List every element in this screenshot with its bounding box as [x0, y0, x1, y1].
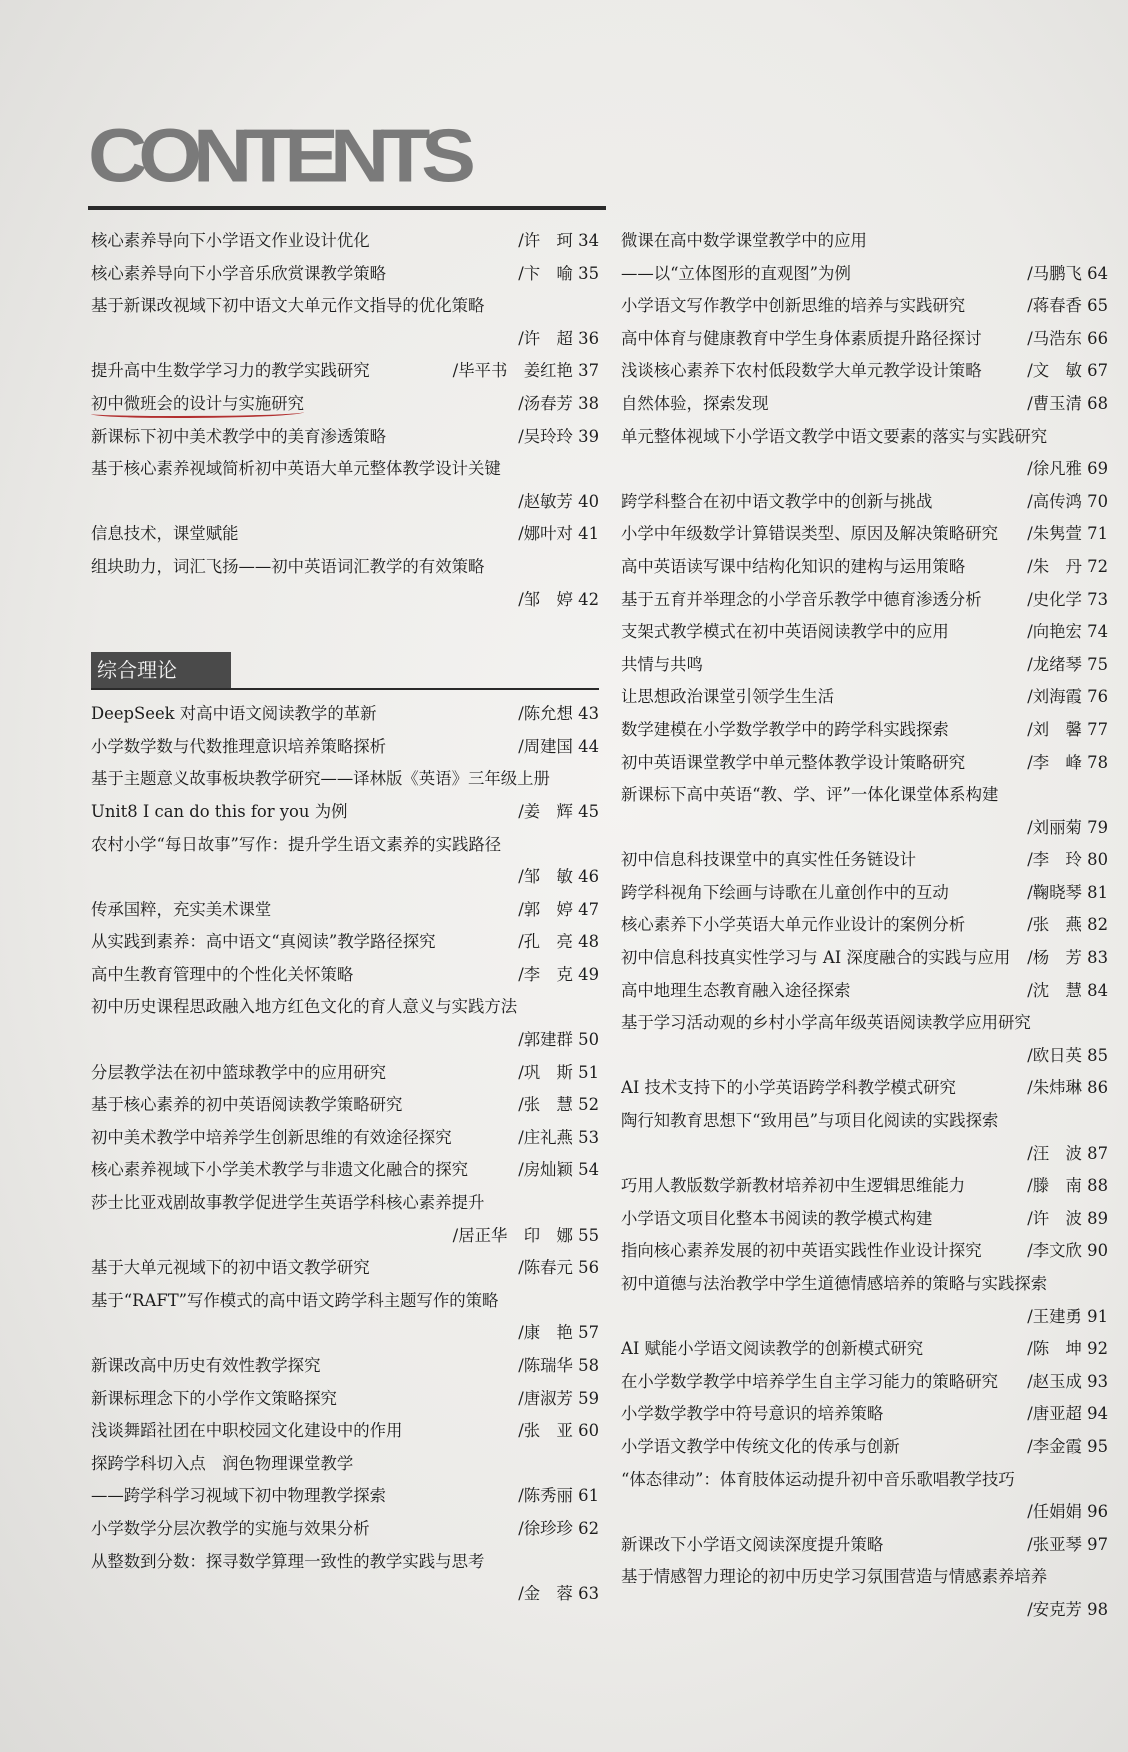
toc-entry	[621, 1007, 1108, 1072]
toc-entry	[621, 518, 1108, 551]
entry-author-page: /滕 南 88	[1027, 1176, 1108, 1196]
entry-title: 基于新课改视域下初中语文大单元作文指导的优化策略	[91, 296, 485, 316]
entry-author-page: /毕平书 姜红艳 37	[452, 361, 599, 381]
toc-entry	[91, 894, 599, 927]
toc-entry	[621, 486, 1108, 519]
entry-row	[621, 714, 1108, 747]
entry-row	[621, 486, 1108, 519]
entry-title: 探跨学科切入点 润色物理课堂教学	[91, 1453, 354, 1473]
entry-row	[621, 877, 1108, 910]
toc-entry	[621, 681, 1108, 714]
entry-author-page: /李文欣 90	[1027, 1241, 1108, 1261]
entry-author-page: /任娟娟 96	[1027, 1502, 1108, 1522]
entry-title: AI 技术支持下的小学英语跨学科教学模式研究	[621, 1078, 956, 1098]
toc-entry	[621, 1333, 1108, 1366]
entry-author-page: /邹 敏 46	[518, 867, 599, 887]
entry-row	[621, 1398, 1108, 1431]
entry-author-page: /高传鸿 70	[1027, 491, 1108, 511]
toc-entry	[621, 584, 1108, 617]
entry-title: 初中信息科技课堂中的真实性任务链设计	[621, 850, 917, 870]
toc-entry	[621, 714, 1108, 747]
entry-author-page: /徐珍珍 62	[518, 1518, 599, 1538]
entry-author-page: /庄礼燕 53	[518, 1127, 599, 1147]
entry-author-page: /史化学 73	[1027, 589, 1108, 609]
entry-author-page: /李 峰 78	[1027, 752, 1108, 772]
entry-row	[621, 584, 1108, 617]
entry-title: 核心素养下小学英语大单元作业设计的案例分析	[621, 915, 966, 935]
toc-entry	[621, 942, 1108, 975]
entry-author-page: /欧日英 85	[1027, 1045, 1108, 1065]
entry-author-page: /张亚琴 97	[1027, 1534, 1108, 1554]
left-entries	[91, 225, 599, 616]
toc-entry	[621, 747, 1108, 780]
toc-entry	[621, 551, 1108, 584]
entry-title: 基于核心素养的初中英语阅读教学策略研究	[91, 1095, 403, 1115]
entry-author-page: /马浩东 66	[1027, 328, 1108, 348]
toc-entry	[621, 1431, 1108, 1464]
entry-author-page: /许 珂 34	[518, 231, 599, 250]
entry-row	[91, 388, 599, 421]
entry-title: 小学数学数与代数推理意识培养策略探析	[91, 736, 387, 756]
title-rule	[88, 206, 606, 210]
entry-row	[621, 616, 1108, 649]
entry-title: 新课标下高中英语“教、学、评”一体化课堂体系构建	[621, 785, 999, 805]
entry-title: 基于学习活动观的乡村小学高年级英语阅读教学应用研究	[621, 1013, 1031, 1033]
entry-row	[621, 747, 1108, 780]
toc-entry	[91, 1154, 599, 1187]
toc-entry	[91, 959, 599, 992]
entry-row	[621, 290, 1108, 323]
entry-title: 核心素养导向下小学语文作业设计优化	[91, 231, 370, 250]
toc-entry	[91, 698, 599, 731]
toc-entry	[621, 290, 1108, 323]
toc-entry	[621, 1398, 1108, 1431]
entry-title: 小学数学分层次教学的实施与效果分析	[91, 1518, 370, 1538]
entry-author-page: /刘丽菊 79	[1027, 817, 1108, 837]
entry-title: 初中英语课堂教学中单元整体教学设计策略研究	[621, 752, 966, 772]
entry-row	[91, 355, 599, 388]
toc-entry	[91, 421, 599, 454]
entry-row	[621, 909, 1108, 942]
entry-author-page: /许 超 36	[518, 328, 599, 348]
entry-row	[91, 1350, 599, 1383]
toc-entry	[91, 1546, 599, 1611]
right-entries	[621, 225, 1108, 1627]
entry-author-page: /唐亚超 94	[1027, 1404, 1108, 1424]
entry-author-page: /陈春元 56	[518, 1258, 599, 1278]
entry-row	[91, 258, 599, 291]
entry-author-page: /张 亚 60	[518, 1421, 599, 1441]
toc-entry	[621, 1105, 1108, 1170]
entry-row	[91, 1089, 599, 1122]
entry-title: AI 赋能小学语文阅读教学的创新模式研究	[621, 1339, 924, 1359]
contents-title: CONTENTS	[88, 114, 467, 199]
toc-entry	[91, 1383, 599, 1416]
toc-entry	[621, 877, 1108, 910]
entry-author-page: /陈 坤 92	[1027, 1339, 1108, 1359]
toc-entry	[91, 1057, 599, 1090]
entry-title: 高中地理生态教育融入途径探索	[621, 980, 851, 1000]
entry-row	[91, 698, 599, 731]
entry-title: 核心素养视域下小学美术教学与非遗文化融合的探究	[91, 1160, 468, 1180]
entry-author-page: /居正华 印 娜 55	[452, 1225, 599, 1245]
entry-title: 自然体验，探索发现	[621, 393, 769, 413]
toc-entry	[621, 1268, 1108, 1333]
toc-entry	[621, 1072, 1108, 1105]
entry-title: 初中道德与法治教学中学生道德情感培养的策略与实践探索	[621, 1274, 1048, 1293]
entry-author-page: /吴玲玲 39	[518, 426, 599, 446]
entry-author-page: /朱隽萱 71	[1027, 524, 1108, 544]
entry-row	[621, 649, 1108, 682]
entry-row	[621, 355, 1108, 388]
entry-author-page: /马鹏飞 64	[1027, 263, 1108, 283]
toc-entry	[621, 779, 1108, 844]
entry-title: 支架式教学模式在初中英语阅读教学中的应用	[621, 622, 949, 642]
toc-entry	[621, 355, 1108, 388]
entry-author-page: /金 蓉 63	[518, 1584, 599, 1604]
entry-author-page: /孔 亮 48	[518, 932, 599, 952]
toc-entry	[621, 1203, 1108, 1236]
entry-author-page: /陈瑞华 58	[518, 1356, 599, 1375]
entry-row	[621, 388, 1108, 421]
entry-title: 初中信息科技真实性学习与 AI 深度融合的实践与应用	[621, 948, 1011, 968]
entry-row	[91, 1122, 599, 1155]
toc-entry	[621, 323, 1108, 356]
entry-author-page: /安克芳 98	[1027, 1599, 1108, 1619]
toc-entry	[621, 1235, 1108, 1268]
entry-row	[621, 258, 1108, 291]
entry-author-page: /赵敏芳 40	[518, 491, 599, 511]
entry-row	[621, 844, 1108, 877]
section-gap	[91, 616, 599, 640]
entry-author-page: /张 慧 52	[518, 1095, 599, 1115]
entry-author-page: /蒋春香 65	[1027, 296, 1108, 316]
entry-row	[621, 975, 1108, 1008]
entry-subtitle: ——以“立体图形的直观图”为例	[621, 263, 851, 283]
entry-author-page: /卞 喻 35	[518, 263, 599, 283]
entry-author-page: /郭建群 50	[518, 1030, 599, 1050]
toc-entry	[621, 388, 1108, 421]
entry-author-page: /杨 芳 83	[1027, 948, 1108, 968]
entry-title: 新课改下小学语文阅读深度提升策略	[621, 1534, 884, 1554]
entry-title: 组块助力，词汇飞扬——初中英语词汇教学的有效策略	[91, 556, 485, 576]
entry-row	[621, 1203, 1108, 1236]
entry-row	[621, 518, 1108, 551]
entry-title: 小学语文项目化整本书阅读的教学模式构建	[621, 1208, 933, 1228]
entry-row	[621, 323, 1108, 356]
entry-author-page: /唐淑芳 59	[518, 1388, 599, 1408]
entry-title: 新课改高中历史有效性教学探究	[91, 1356, 321, 1375]
entry-author-page: /徐凡雅 69	[1027, 459, 1108, 479]
entry-title: 基于核心素养视域简析初中英语大单元整体教学设计关键	[91, 459, 501, 479]
entry-row	[621, 1235, 1108, 1268]
entry-title: 小学语文教学中传统文化的传承与创新	[621, 1436, 900, 1456]
toc-entry	[621, 1170, 1108, 1203]
entry-author-page: /刘 馨 77	[1027, 719, 1108, 739]
toc-entry	[621, 909, 1108, 942]
entry-author-page: /康 艳 57	[518, 1323, 599, 1343]
entry-row	[91, 518, 599, 551]
toc-entry	[621, 616, 1108, 649]
entry-title: 基于大单元视域下的初中语文教学研究	[91, 1258, 370, 1278]
entry-title: DeepSeek 对高中语文阅读教学的革新	[91, 704, 377, 724]
entry-title: 跨学科整合在初中语文教学中的创新与挑战	[621, 491, 933, 511]
entry-author-page: /刘海霞 76	[1027, 687, 1108, 707]
entry-title: 在小学数学教学中培养学生自主学习能力的策略研究	[621, 1371, 998, 1391]
entry-title: 单元整体视域下小学语文教学中语文要素的落实与实践研究	[621, 426, 1048, 446]
toc-entry	[91, 1448, 599, 1513]
entry-row	[621, 1072, 1108, 1105]
toc-entry	[91, 1350, 599, 1383]
entry-row	[91, 1154, 599, 1187]
entry-author-page: /赵玉成 93	[1027, 1371, 1108, 1391]
entry-author-page: /陈允想 43	[518, 704, 599, 724]
toc-entry	[91, 355, 599, 388]
entry-title: 提升高中生数学学习力的教学实践研究	[91, 361, 370, 381]
entry-subtitle: Unit8 I can do this for you 为例	[91, 801, 348, 821]
entry-title: 从实践到素养：高中语文“真阅读”教学路径探究	[91, 932, 436, 952]
entry-row	[91, 796, 599, 829]
entry-title: 基于“RAFT”写作模式的高中语文跨学科主题写作的策略	[91, 1290, 499, 1310]
entry-row	[621, 551, 1108, 584]
toc-entry	[91, 1187, 599, 1252]
entry-author-page: /郭 婷 47	[518, 899, 599, 919]
entry-title: 浅谈核心素养下农村低段数学大单元教学设计策略	[621, 361, 982, 381]
toc-entry	[91, 518, 599, 551]
entry-author-page: /娜叶对 41	[518, 524, 599, 544]
entry-author-page: /汪 波 87	[1027, 1143, 1108, 1163]
section-header	[91, 650, 599, 690]
entry-title: 高中体育与健康教育中学生身体素质提升路径探讨	[621, 328, 982, 348]
entry-author-page: /王建勇 91	[1027, 1306, 1108, 1326]
entry-row	[91, 1252, 599, 1285]
entry-row	[91, 421, 599, 454]
entry-title: 陶行知教育思想下“致用邑”与项目化阅读的实践探索	[621, 1111, 999, 1131]
entry-row	[91, 1415, 599, 1448]
entry-row	[91, 1383, 599, 1416]
entry-author-page: /曹玉清 68	[1027, 393, 1108, 413]
toc-entry	[621, 649, 1108, 682]
toc-entry	[91, 551, 599, 616]
entry-title: 共情与共鸣	[621, 654, 703, 674]
toc-entry	[91, 926, 599, 959]
entry-row	[91, 926, 599, 959]
entry-author-page: /沈 慧 84	[1027, 980, 1108, 1000]
entry-author-page: /汤春芳 38	[518, 393, 599, 413]
toc-entry	[91, 388, 599, 421]
entry-title: 从整数到分数：探寻数学算理一致性的教学实践与思考	[91, 1551, 485, 1571]
entry-title: 初中美术教学中培养学生创新思维的有效途径探究	[91, 1127, 452, 1147]
entry-row	[621, 1333, 1108, 1366]
entry-author-page: /房灿颖 54	[518, 1160, 599, 1180]
entry-title: 微课在高中数学课堂教学中的应用	[621, 231, 867, 250]
masthead	[88, 114, 606, 202]
entry-row	[621, 1366, 1108, 1399]
entry-title: 基于情感智力理论的初中历史学习氛围营造与情感素养培养	[621, 1567, 1048, 1587]
entry-title: 传承国粹，充实美术课堂	[91, 899, 272, 919]
toc-entry	[621, 1529, 1108, 1562]
entry-title: 基于五育并举理念的小学音乐教学中德育渗透分析	[621, 589, 982, 609]
entry-row	[621, 1170, 1108, 1203]
entry-title: 巧用人教版数学新教材培养初中生逻辑思维能力	[621, 1176, 966, 1196]
entry-title: 让思想政治课堂引领学生生活	[621, 687, 835, 707]
entry-author-page: /周建国 44	[518, 736, 599, 756]
toc-entry	[91, 829, 599, 894]
toc-entry	[91, 1089, 599, 1122]
toc-entry	[621, 1366, 1108, 1399]
toc-entry	[91, 1122, 599, 1155]
toc-entry	[91, 225, 599, 258]
entry-title: “体态律动”：体育肢体运动提升初中音乐歌唱教学技巧	[621, 1469, 1015, 1489]
entry-row	[621, 1529, 1108, 1562]
entry-title: 数学建模在小学数学教学中的跨学科实践探索	[621, 719, 949, 739]
entry-author-page: /李 玲 80	[1027, 850, 1108, 870]
entry-row	[621, 942, 1108, 975]
entry-row	[91, 1513, 599, 1546]
toc-entry	[91, 731, 599, 764]
entry-row	[91, 225, 599, 258]
toc-entry	[91, 991, 599, 1056]
entry-author-page: /姜 辉 45	[518, 801, 599, 821]
toc-entry	[91, 1415, 599, 1448]
entry-author-page: /文 敏 67	[1027, 361, 1108, 381]
entry-row	[91, 959, 599, 992]
toc-entry	[91, 763, 599, 828]
entry-title: 分层教学法在初中篮球教学中的应用研究	[91, 1062, 387, 1082]
toc-entry	[91, 453, 599, 518]
entry-row	[621, 681, 1108, 714]
entry-title: 小学中年级数学计算错误类型、原因及解决策略研究	[621, 524, 998, 544]
entry-title: 核心素养导向下小学音乐欣赏课教学策略	[91, 263, 387, 283]
entry-title: 初中微班会的设计与实施研究	[91, 388, 304, 421]
entry-author-page: /巩 斯 51	[518, 1062, 599, 1082]
toc-entry	[621, 975, 1108, 1008]
entry-author-page: /鞠晓琴 81	[1027, 882, 1108, 902]
toc-entry	[91, 1513, 599, 1546]
entry-subtitle: ——跨学科学习视域下初中物理教学探索	[91, 1486, 387, 1506]
entry-title: 小学语文写作教学中创新思维的培养与实践研究	[621, 296, 966, 316]
entry-author-page: /朱炜琳 86	[1027, 1078, 1108, 1098]
toc-entry	[91, 1285, 599, 1350]
entry-author-page: /龙绪琴 75	[1027, 654, 1108, 674]
entry-author-page: /朱 丹 72	[1027, 556, 1108, 576]
right-column	[621, 225, 1108, 1627]
entry-title: 信息技术，课堂赋能	[91, 524, 239, 544]
entry-title: 莎士比亚戏剧故事教学促进学生英语学科核心素养提升	[91, 1193, 485, 1213]
entry-title: 农村小学“每日故事”写作：提升学生语文素养的实践路径	[91, 834, 502, 854]
section-entries	[91, 698, 599, 1611]
entry-row	[91, 1057, 599, 1090]
entry-title: 高中英语读写课中结构化知识的建构与运用策略	[621, 556, 966, 576]
entry-row	[91, 894, 599, 927]
entry-row	[621, 1431, 1108, 1464]
section-label: 综合理论	[91, 652, 231, 688]
entry-title: 浅谈舞蹈社团在中职校园文化建设中的作用	[91, 1421, 403, 1441]
entry-row	[91, 1480, 599, 1513]
entry-title: 新课标理念下的小学作文策略探究	[91, 1388, 337, 1408]
toc-entry	[621, 844, 1108, 877]
entry-author-page: /李 克 49	[518, 964, 599, 984]
entry-author-page: /许 波 89	[1027, 1208, 1108, 1228]
toc-entry	[91, 290, 599, 355]
entry-author-page: /李金霞 95	[1027, 1436, 1108, 1456]
toc-entry	[621, 421, 1108, 486]
entry-author-page: /张 燕 82	[1027, 915, 1108, 935]
entry-author-page: /邹 婷 42	[518, 589, 599, 609]
toc-entry	[621, 1561, 1108, 1626]
entry-title: 新课标下初中美术教学中的美育渗透策略	[91, 426, 387, 446]
entry-title: 小学数学教学中符号意识的培养策略	[621, 1404, 884, 1424]
entry-title: 指向核心素养发展的初中英语实践性作业设计探究	[621, 1241, 982, 1261]
entry-row	[91, 731, 599, 764]
entry-author-page: /陈秀丽 61	[518, 1486, 599, 1506]
entry-title: 基于主题意义故事板块教学研究——译林版《英语》三年级上册	[91, 769, 550, 789]
entry-title: 高中生教育管理中的个性化关怀策略	[91, 964, 354, 984]
toc-entry	[621, 225, 1108, 290]
entry-title: 跨学科视角下绘画与诗歌在儿童创作中的互动	[621, 882, 949, 902]
toc-entry	[91, 258, 599, 291]
entry-author-page: /向艳宏 74	[1027, 622, 1108, 642]
entry-title: 初中历史课程思政融入地方红色文化的育人意义与实践方法	[91, 997, 518, 1017]
toc-entry	[91, 1252, 599, 1285]
toc-entry	[621, 1464, 1108, 1529]
left-column	[91, 225, 599, 1611]
